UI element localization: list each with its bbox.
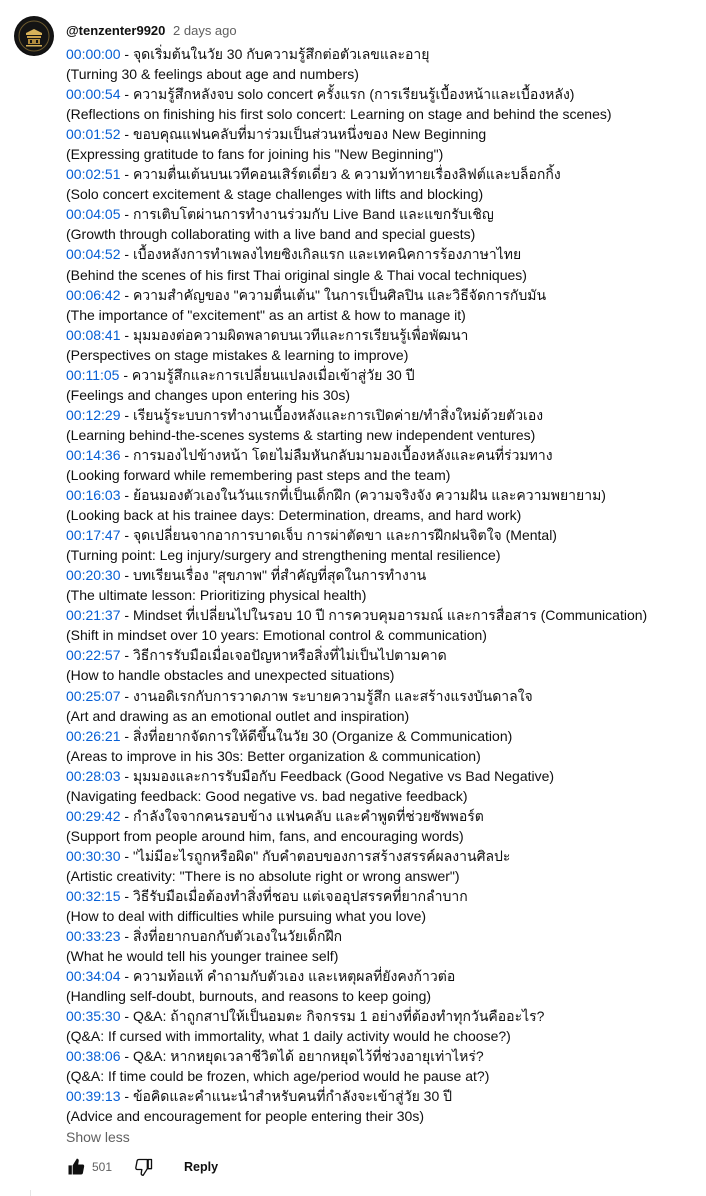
timestamp-link[interactable]: 00:02:51 — [66, 166, 121, 183]
timestamp-link[interactable]: 00:00:00 — [66, 46, 121, 62]
timestamp-link[interactable]: 00:17:47 — [66, 527, 121, 544]
timestamp-link[interactable]: 00:16:03 — [66, 487, 121, 504]
posted-time[interactable]: 2 days ago — [173, 23, 237, 38]
comment-line — [66, 84, 706, 104]
thread-divider — [30, 1190, 31, 1196]
show-less-button[interactable]: Show less — [66, 1129, 130, 1145]
comment-line-text: - Mindset ที่เปลี่ยนไปในรอบ 10 ปี การควบคุมอารมณ์ และการสื่อสาร (Communication) — [120, 607, 648, 624]
comment-line-text: (Perspectives on stage mistakes & learning to improve) — [66, 346, 409, 363]
thumbs-up-icon[interactable] — [66, 1157, 86, 1177]
comment-line-text: (Expressing gratitude to fans for joining his "New Beginning") — [66, 146, 444, 163]
comment-line — [66, 265, 706, 285]
reply-button[interactable]: Reply — [184, 1160, 219, 1174]
comment-line — [66, 866, 706, 886]
comment-line — [66, 946, 706, 966]
comment-line — [66, 625, 706, 645]
comment-line-text: - เรียนรู้ระบบการทำงานเบื้องหลังและการเปิดค่าย/ทำสิ่งใหม่ด้วยตัวเอง — [120, 406, 544, 423]
comment-line — [66, 204, 706, 224]
comment-line-text: - การเติบโตผ่านการทำงานร่วมกับ Live Band และแขกรับเชิญ — [120, 206, 494, 223]
comment-line — [66, 806, 706, 826]
comment-line — [66, 605, 706, 625]
comment-line-text: (What he would tell his younger trainee self) — [66, 948, 339, 965]
timestamp-link[interactable]: 00:06:42 — [66, 286, 121, 303]
comment-line — [66, 385, 706, 405]
comment-line-text: - Q&A: ถ้าถูกสาปให้เป็นอมตะ กิจกรรม 1 อย่างที่ต้องทำทุกวันคืออะไร? — [120, 1008, 545, 1025]
comment-line-text: - มุมมองและการรับมือกับ Feedback (Good Negative vs Bad Negative) — [120, 767, 555, 784]
comment-header — [66, 22, 237, 40]
timestamp-link[interactable]: 00:22:57 — [66, 647, 121, 664]
comment-line-text: (Advice and encouragement for people entering their 30s) — [66, 1108, 424, 1125]
comment-line-text: (Navigating feedback: Good negative vs. bad negative feedback) — [66, 787, 468, 804]
timestamp-link[interactable]: 00:11:05 — [66, 366, 120, 383]
comment-line — [66, 1106, 706, 1126]
comment-line — [66, 726, 706, 746]
comment-line-text: - การมองไปข้างหน้า โดยไม่ลืมหันกลับมามองเบื้องหลังและคนที่ร่วมทาง — [120, 446, 553, 463]
author-avatar[interactable] — [14, 16, 54, 56]
comment-line — [66, 44, 706, 64]
comment-line-text: (Learning behind-the-scenes systems & starting new independent ventures) — [66, 426, 536, 443]
comment-line-text: (The ultimate lesson: Prioritizing physical health) — [66, 587, 367, 604]
comment-line-text: (How to handle obstacles and unexpected situations) — [66, 667, 395, 684]
comment-line-text: (Looking forward while remembering past steps and the team) — [66, 466, 451, 483]
comment-line — [66, 305, 706, 325]
comment-line-text: - กำลังใจจากคนรอบข้าง แฟนคลับ และคำพูดที่ช่วยซัพพอร์ต — [120, 807, 484, 824]
comment-line — [66, 706, 706, 726]
comment-line — [66, 545, 706, 565]
timestamp-link[interactable]: 00:12:29 — [66, 406, 121, 423]
comment-line — [66, 686, 706, 706]
timestamp-link[interactable]: 00:34:04 — [66, 968, 121, 985]
comment-line — [66, 345, 706, 365]
comment-line-text: - ความรู้สึกและการเปลี่ยนแปลงเมื่อเข้าสู่วัย 30 ปี — [119, 366, 415, 383]
comment-line-text: - ความสำคัญของ "ความตื่นเต้น" ในการเป็นศิลปิน และวิธีจัดการกับมัน — [120, 286, 547, 303]
comment-line-text: - สิ่งที่อยากบอกกับตัวเองในวัยเด็กฝึก — [120, 928, 343, 945]
thumbs-down-icon[interactable] — [134, 1157, 154, 1177]
timestamp-link[interactable]: 00:01:52 — [66, 126, 121, 143]
comment-line-text: - ขอบคุณแฟนคลับที่มาร่วมเป็นส่วนหนึ่งของ New Beginning — [120, 126, 487, 143]
comment-line — [66, 746, 706, 766]
comment-line — [66, 325, 706, 345]
comment-line — [66, 485, 706, 505]
comment-line-text: - วิธีการรับมือเมื่อเจอปัญหาหรือสิ่งที่ไม่เป็นไปตามคาด — [120, 647, 447, 664]
timestamp-link[interactable]: 00:38:06 — [66, 1048, 121, 1065]
comment-line-text: (Looking back at his trainee days: Determination, dreams, and hard work) — [66, 507, 522, 524]
comment-line — [66, 124, 706, 144]
comment-line-text: (Reflections on finishing his first solo concert: Learning on stage and behind the scenes) — [66, 106, 612, 123]
timestamp-link[interactable]: 00:39:13 — [66, 1088, 121, 1105]
comment-line — [66, 425, 706, 445]
comment-line — [66, 1026, 706, 1046]
comment-line — [66, 365, 706, 385]
comment-line-text: - ความรู้สึกหลังจบ solo concert ครั้งแรก (การเรียนรู้เบื้องหน้าและเบื้องหลัง) — [120, 86, 575, 103]
comment-line — [66, 665, 706, 685]
comment-line-text: - เบื้องหลังการทำเพลงไทยซิงเกิลแรก และเทคนิคการร้องภาษาไทย — [120, 246, 522, 263]
comment-actions — [66, 1156, 218, 1178]
comment-line-text: (Turning point: Leg injury/surgery and strengthening mental resilience) — [66, 547, 501, 564]
comment-line-text: - งานอดิเรกกับการวาดภาพ ระบายความรู้สึก และสร้างแรงบันดาลใจ — [120, 687, 533, 704]
comment-line-text: - Q&A: หากหยุดเวลาชีวิตได้ อยากหยุดไว้ที่ช่วงอายุเท่าไหร่? — [120, 1048, 484, 1065]
comment-line — [66, 144, 706, 164]
comment-line-text: - "ไม่มีอะไรถูกหรือผิด" กับคำตอบของการสร้างสรรค์ผลงานศิลปะ — [120, 847, 511, 864]
comment-line — [66, 224, 706, 244]
comment-line — [66, 645, 706, 665]
comment-line — [66, 1006, 706, 1026]
comment-line-text: - ข้อคิดและคำแนะนำสำหรับคนที่กำลังจะเข้าสู่วัย 30 ปี — [120, 1088, 453, 1105]
comment-line-text: - จุดเริ่มต้นในวัย 30 กับความรู้สึกต่อตัวเลขและอายุ — [120, 46, 430, 62]
comment-line — [66, 164, 706, 184]
comment-line-text: (How to deal with difficulties while pursuing what you love) — [66, 908, 427, 925]
comment-line — [66, 1066, 706, 1086]
timestamp-link[interactable]: 00:25:07 — [66, 687, 121, 704]
like-count: 501 — [92, 1160, 113, 1174]
comment-line — [66, 285, 706, 305]
comment-line-text: (Artistic creativity: "There is no absolute right or wrong answer") — [66, 867, 460, 884]
timestamp-link[interactable]: 00:21:37 — [66, 607, 121, 624]
comment-line — [66, 64, 706, 84]
comment-line-text: (Turning 30 & feelings about age and numbers) — [66, 66, 359, 83]
comment-line-text: - ความตื่นเต้นบนเวทีคอนเสิร์ตเดี่ยว & ความท้าทายเรื่องลิฟต์และบล็อกกิ้ง — [120, 166, 561, 183]
comment-line-text: (Behind the scenes of his first Thai original single & Thai vocal techniques) — [66, 266, 527, 283]
timestamp-link[interactable]: 00:08:41 — [66, 326, 121, 343]
comment-line-text: (Q&A: If cursed with immortality, what 1 daily activity would he choose?) — [66, 1028, 511, 1045]
comment-line-text: (Growth through collaborating with a live band and special guests) — [66, 226, 476, 243]
timestamp-link[interactable]: 00:04:52 — [66, 246, 121, 263]
comment-line-text: (Feelings and changes upon entering his 30s) — [66, 386, 351, 403]
comment-line — [66, 525, 706, 545]
comment-line — [66, 565, 706, 585]
timestamp-link[interactable]: 00:29:42 — [66, 807, 121, 824]
comment-line-text: (Solo concert excitement & stage challenges with lifts and blocking) — [66, 186, 484, 203]
comment-line — [66, 906, 706, 926]
comment-line — [66, 1046, 706, 1066]
comment-line-text: (Handling self-doubt, burnouts, and reasons to keep going) — [66, 988, 432, 1005]
timestamp-link[interactable]: 00:14:36 — [66, 446, 121, 463]
timestamp-link[interactable]: 00:35:30 — [66, 1008, 121, 1025]
comment-line — [66, 405, 706, 425]
comment-line-text: - บทเรียนเรื่อง "สุขภาพ" ที่สำคัญที่สุดในการทำงาน — [120, 567, 427, 584]
comment-line-text: (Art and drawing as an emotional outlet and inspiration) — [66, 707, 410, 724]
comment-line — [66, 104, 706, 124]
comment-line — [66, 585, 706, 605]
comment-line-text: - ความท้อแท้ คำถามกับตัวเอง และเหตุผลที่ยังคงก้าวต่อ — [120, 968, 456, 985]
comment-line-text: (Shift in mindset over 10 years: Emotional control & communication) — [66, 627, 487, 644]
comment-line — [66, 926, 706, 946]
comment-line-text: (Q&A: If time could be frozen, which age/period would he pause at?) — [66, 1068, 490, 1085]
comment-line-text: (Support from people around him, fans, and encouraging words) — [66, 827, 464, 844]
comment-line-text: - ย้อนมองตัวเองในวันแรกที่เป็นเด็กฝึก (ความจริงจัง ความฝัน และความพยายาม) — [120, 487, 606, 504]
comment-line — [66, 445, 706, 465]
comment-body — [66, 44, 706, 1127]
comment-line — [66, 505, 706, 525]
comment-line — [66, 244, 706, 264]
timestamp-link[interactable]: 00:20:30 — [66, 567, 121, 584]
comment-line-text: (The importance of "excitement" as an artist & how to manage it) — [66, 306, 466, 323]
comment-line — [66, 184, 706, 204]
comment-line-text: - สิ่งที่อยากจัดการให้ดีขึ้นในวัย 30 (Organize & Communication) — [120, 727, 513, 744]
comment-line — [66, 966, 706, 986]
comment-line — [66, 846, 706, 866]
comment-line — [66, 886, 706, 906]
comment-line — [66, 826, 706, 846]
comment-line-text: - มุมมองต่อความผิดพลาดบนเวทีและการเรียนรู้เพื่อพัฒนา — [120, 326, 469, 343]
comment-line — [66, 1086, 706, 1106]
timestamp-link[interactable]: 00:04:05 — [66, 206, 121, 223]
timestamp-link[interactable]: 00:00:54 — [66, 86, 121, 103]
timestamp-link[interactable]: 00:33:23 — [66, 928, 121, 945]
author-name[interactable]: @tenzenter9920 — [66, 23, 166, 38]
comment-line-text: - จุดเปลี่ยนจากอาการบาดเจ็บ การผ่าตัดขา และการฝึกฝนจิตใจ (Mental) — [120, 527, 557, 544]
comment-line-text: - วิธีรับมือเมื่อต้องทำสิ่งที่ชอบ แต่เจออุปสรรคที่ยากลำบาก — [120, 887, 468, 904]
comment-line — [66, 786, 706, 806]
comment-line — [66, 986, 706, 1006]
comment-line — [66, 465, 706, 485]
timestamp-link[interactable]: 00:28:03 — [66, 767, 121, 784]
timestamp-link[interactable]: 00:26:21 — [66, 727, 121, 744]
timestamp-link[interactable]: 00:30:30 — [66, 847, 121, 864]
timestamp-link[interactable]: 00:32:15 — [66, 887, 121, 904]
comment-line — [66, 766, 706, 786]
comment-line-text: (Areas to improve in his 30s: Better organization & communication) — [66, 747, 481, 764]
